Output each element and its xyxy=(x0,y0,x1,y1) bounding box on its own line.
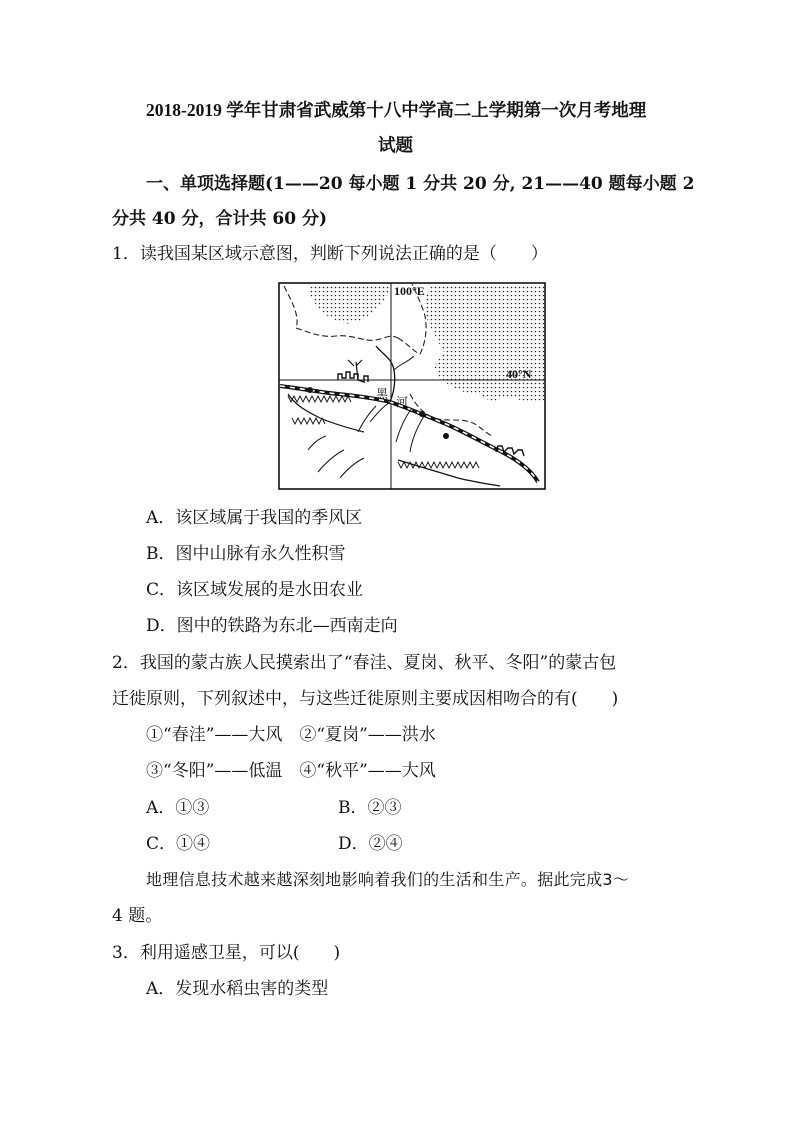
railway-station-3 xyxy=(443,433,449,439)
question-1-stem: 1．读我国某区域示意图，判断下列说法正确的是（ ） xyxy=(112,244,548,264)
question-2-option-c: C．①④ xyxy=(146,834,211,854)
section-heading-line1: 一、单项选择题(1——20 每小题 1 分共 20 分, 21——40 题每小题 2 xyxy=(146,174,695,194)
question-2-option-b: B．②③ xyxy=(338,798,402,818)
question-1-option-a: A．该区域属于我国的季风区 xyxy=(146,508,363,528)
question-3-stem: 3．利用遥感卫星，可以( ) xyxy=(112,943,341,963)
question-2-items-line1: ①“春洼”——大风 ②“夏岗”——洪水 xyxy=(146,725,436,745)
label-river-char2: 河 xyxy=(396,395,409,409)
question-3-option-a: A．发现水稻虫害的类型 xyxy=(146,979,329,999)
section-heading-line2: 分共 40 分，合计共 60 分) xyxy=(112,209,328,229)
intro-3-4-line1: 地理信息技术越来越深刻地影响着我们的生活和生产。据此完成3～ xyxy=(146,870,630,889)
question-1-option-c: C．该区域发展的是水田农业 xyxy=(146,580,364,600)
question-2-option-a: A．①③ xyxy=(146,798,210,818)
question-2-stem-line2: 迁徙原则，下列叙述中，与这些迁徙原则主要成因相吻合的有( ) xyxy=(112,689,619,709)
label-40n: 40°N xyxy=(506,367,532,381)
doc-title-line1: 2018-2019 学年甘肃省武威第十八中学高二上学期第一次月考地理 xyxy=(146,100,647,120)
intro-3-4-line2: 4 题。 xyxy=(112,906,163,926)
label-river-char1: 黑 xyxy=(376,387,389,401)
question-1-option-d: D．图中的铁路为东北—西南走向 xyxy=(146,616,398,636)
region-map-figure xyxy=(278,282,546,490)
question-2-stem-line1: 2．我国的蒙古族人民摸索出了“春洼、夏岗、秋平、冬阳”的蒙古包 xyxy=(112,653,617,673)
label-100e: 100°E xyxy=(394,284,425,298)
doc-title-line2: 试题 xyxy=(378,135,413,155)
question-2-items-line2: ③“冬阳”——低温 ④“秋平”——大风 xyxy=(146,761,436,781)
question-1-option-b: B．图中山脉有永久性积雪 xyxy=(146,544,346,564)
railway-station-1 xyxy=(307,387,313,393)
question-2-option-d: D．②④ xyxy=(338,834,403,854)
